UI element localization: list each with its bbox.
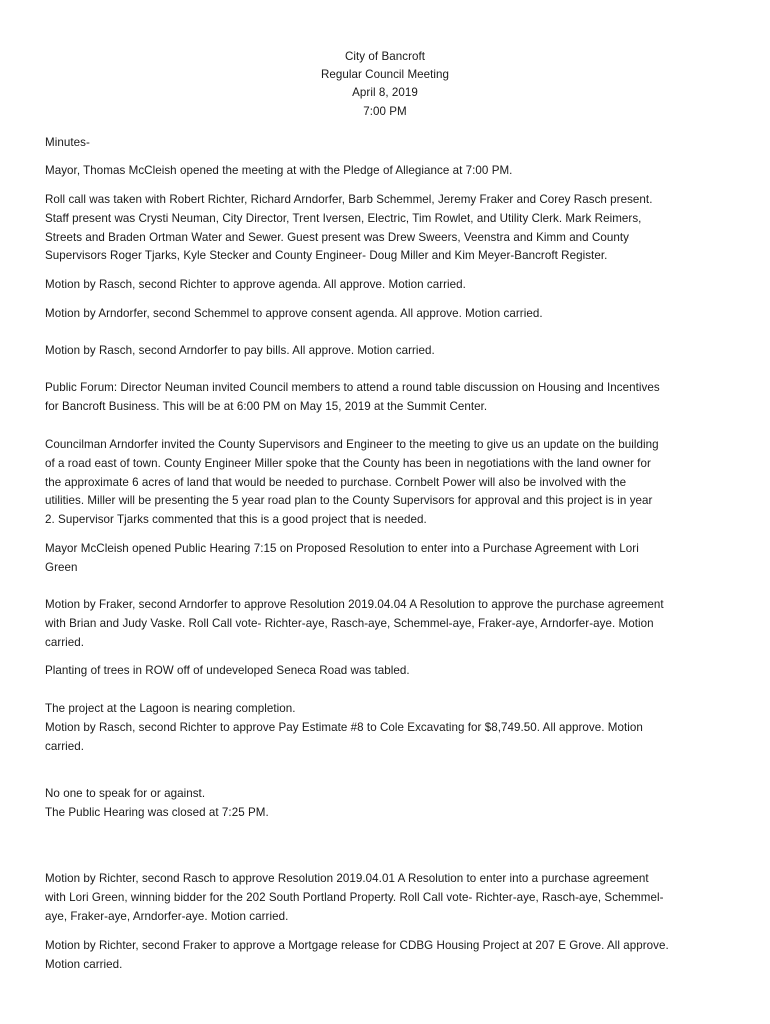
text-line: Motion by Richter, second Fraker to approve a Mortgage release for CDBG Housing Project at 207 E Grove. All approve. <box>45 939 669 952</box>
text-line: Motion by Fraker, second Arndorfer to approve Resolution 2019.04.04 A Resolution to approve the purchase agreement <box>45 598 664 611</box>
text-line: the approximate 6 acres of land that would be needed to purchase. Cornbelt Power will also be involved with the <box>45 475 627 489</box>
city-name: City of Bancroft <box>344 50 426 63</box>
minutes-label <box>45 134 730 153</box>
text-line: Mayor McCleish opened Public Hearing 7:15 on Proposed Resolution to enter into a Purchase Agreement with Lori <box>45 542 639 555</box>
text-line: Motion by Richter, second Rasch to approve Resolution 2019.04.01 A Resolution to enter into a purchase agreement <box>45 872 649 885</box>
meeting-time: 7:00 PM <box>363 105 407 118</box>
text-line: No one to speak for or against. <box>45 787 206 800</box>
meeting-type: Regular Council Meeting <box>320 68 450 81</box>
lagoon-paragraph <box>45 700 730 756</box>
text-line: Streets and Braden Ortman Water and Sewer. Guest present was Drew Sweers, Veenstra and Kimm and County <box>45 230 629 244</box>
pay-bills-motion <box>45 342 730 361</box>
text-line: with Lori Green, winning bidder for the 202 South Portland Property. Roll Call vote- Richter-aye, Rasch-aye, Schemmel- <box>45 890 664 904</box>
text-line: aye, Fraker-aye, Arndorfer-aye. Motion carried. <box>45 909 289 923</box>
text-line: with Brian and Judy Vaske. Roll Call vote- Richter-aye, Rasch-aye, Schemmel-aye, Fraker-aye, Arndorfer-aye. Motion <box>45 616 654 630</box>
consent-agenda-motion <box>45 305 730 324</box>
text-line: for Bancroft Business. This will be at 6:00 PM on May 15, 2019 at the Summit Center. <box>45 399 488 413</box>
meeting-date: April 8, 2019 <box>352 86 418 99</box>
text-line: The Public Hearing was closed at 7:25 PM. <box>45 805 269 819</box>
agenda-motion <box>45 276 730 295</box>
public-hearing-close-paragraph <box>45 785 730 823</box>
text-line: Motion by Rasch, second Richter to approve agenda. All approve. Motion carried. <box>45 278 466 291</box>
text-line: Public Forum: Director Neuman invited Council members to attend a round table discussion on Housing and Incentives <box>45 381 660 394</box>
text-line: Motion by Rasch, second Arndorfer to pay bills. All approve. Motion carried. <box>45 344 435 357</box>
text-line: Minutes- <box>45 136 90 149</box>
resolution-0401-motion <box>45 870 730 926</box>
resolution-0404-motion <box>45 596 730 652</box>
text-line: utilities. Miller will be presenting the 5 year road plan to the County Supervisors for approval and this project is in year <box>45 494 653 508</box>
text-line: Roll call was taken with Robert Richter, Richard Arndorfer, Barb Schemmel, Jeremy Fraker and Corey Rasch present. <box>45 193 653 206</box>
text-line: Staff present was Crysti Neuman, City Director, Trent Iversen, Electric, Tim Rowlet, and Utility Clerk. Mark Reimers, <box>45 211 642 225</box>
text-line: Green <box>45 560 78 574</box>
public-hearing-open-paragraph <box>45 540 730 578</box>
text-line: Supervisors Roger Tjarks, Kyle Stecker and County Engineer- Doug Miller and Kim Meyer-Bancroft Register. <box>45 249 608 263</box>
roll-call-paragraph <box>45 191 730 266</box>
tree-planting-paragraph <box>45 662 730 681</box>
text-line: of a road east of town. County Engineer Miller spoke that the County has been in negotiations with the land owner for <box>45 456 651 470</box>
text-line: Motion carried. <box>45 957 123 971</box>
text-line: Councilman Arndorfer invited the County Supervisors and Engineer to the meeting to give us an update on the building <box>45 438 659 451</box>
road-update-paragraph <box>45 436 730 530</box>
text-line: Planting of trees in ROW off of undeveloped Seneca Road was tabled. <box>45 664 410 677</box>
opening-paragraph <box>45 162 730 181</box>
text-line: carried. <box>45 635 85 649</box>
text-line: 2. Supervisor Tjarks commented that this is a good project that is needed. <box>45 513 427 527</box>
text-line: Motion by Rasch, second Richter to approve Pay Estimate #8 to Cole Excavating for $8,749.50. All approve. Motion <box>45 720 643 734</box>
text-line: The project at the Lagoon is nearing completion. <box>45 702 296 715</box>
mortgage-release-motion <box>45 937 730 975</box>
public-forum-paragraph <box>45 379 730 417</box>
text-line: Motion by Arndorfer, second Schemmel to approve consent agenda. All approve. Motion carried. <box>45 307 543 320</box>
text-line: carried. <box>45 739 85 753</box>
text-line: Mayor, Thomas McCleish opened the meeting at with the Pledge of Allegiance at 7:00 PM. <box>45 164 513 177</box>
